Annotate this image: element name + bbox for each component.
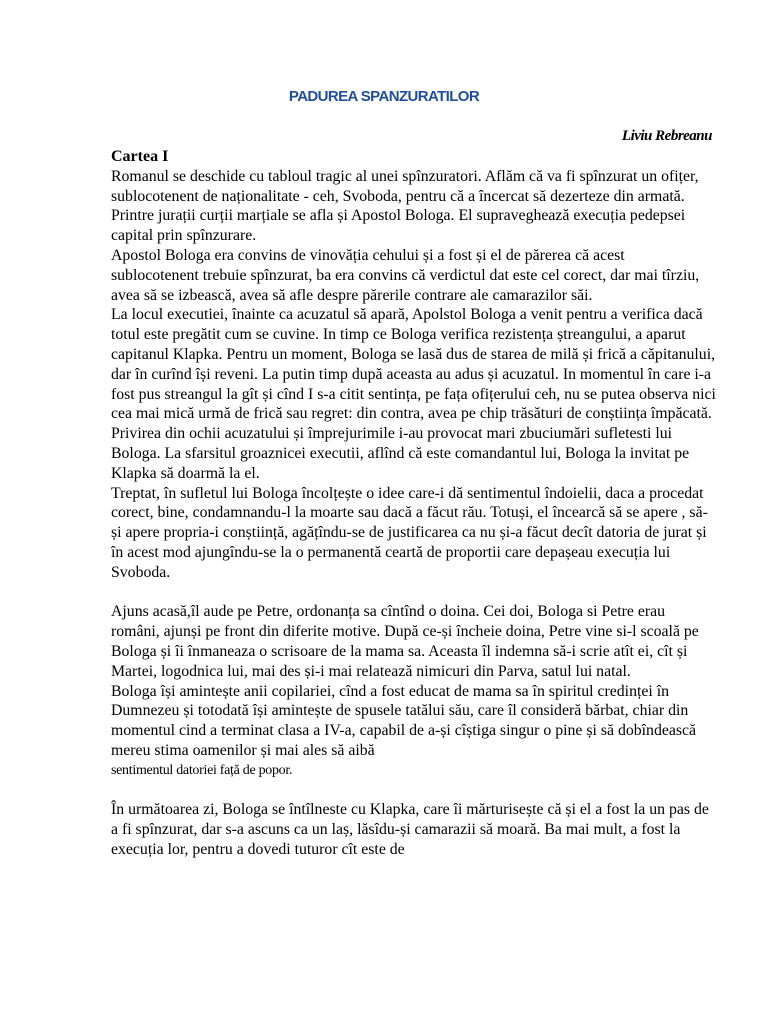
paragraph: Ajuns acasă,îl aude pe Petre, ordonanța sa cîntînd o doina. Cei doi, Bologa si Petre erau români, ajunși pe front din diferite motive. După ce-și încheie doina, Petre vine si-l scoală pe Bologa și îi înmaneaza o scrisoare de la mama sa. Aceasta îl indemna să-i scrie atît ei, cît și Martei, logodnica lui, mai des și-i mai relatează nimicuri din Parva, satul lui natal. — [111, 603, 699, 680]
paragraph: La locul executiei, înainte ca acuzatul să apară, Apolstol Bologa a venit pentru a verifica dacă totul este pregătit cum se cuvine. In timp ce Bologa verifica rezistența ștreangului, a aparut capitanul Klapka. Pentru un moment, Bologa se lasă dus de starea de milă și frică a căpitanului, dar în curînd își reveni. La putin timp după aceasta au adus și acuzatul. In momentul în care i-a fost pus streangul la gît și cînd I s-a citit sentința, pe fața ofițerului ceh, nu se putea observa nici cea mai mică urmă de frică sau regret: din contra, avea pe chip trăsături de conștiința împăcată. — [111, 306, 716, 423]
paragraph-gap — [111, 583, 716, 603]
paragraph: În următoarea zi, Bologa se întîlneste cu Klapka, care îi mărturisește că și el a fost la un pas de a fi spînzurat, dar s-a ascuns ca un laș, lăsîdu-și camarazii să moară. Ba mai mult, a fost la execuția lor, pentru a dovedi tuturor cît este de — [111, 801, 709, 858]
paragraph-tail: sentimentul datoriei față de popor. — [111, 762, 293, 778]
paragraph: Treptat, în sufletul lui Bologa încolțește o idee care-i dă sentimentul îndoielii, daca a procedat corect, bine, condamnandu-l la moarte sau dacă a făcut rău. Totuși, el încearcă să se apere , să-și apere propria-i conștiință, agățîndu-se de justificarea ca nu și-a făcut decît datoria de jurat și în acest mod ajungîndu-se la o permanentă ceartă de proportii care depașeau execuția lui Svoboda. — [111, 484, 708, 581]
paragraph: Bologa își amintește anii copilariei, cînd a fost educat de mama sa în spiritul credinței în Dumnezeu și totodată își amintește de spusele tatălui său, care îl consideră bărbat, chiar din momentul cind a terminat clasa a IV-a, capabil de a-și cîștiga singur o pine și să dobîndească mereu stima oamenilor și mai ales să aibă — [111, 682, 697, 759]
paragraph-gap — [111, 781, 716, 801]
paragraph: Romanul se deschide cu tabloul tragic al unei spînzuratori. Aflăm că va fi spînzurat un ofițer, sublocotenent de naționalitate - ceh, Svoboda, pentru că a încercat să dezerteze din armată. — [111, 167, 699, 205]
paragraph: Privirea din ochii acuzatului și împrejurimile i-au provocat mari zbuciumări sufletesti lui Bologa. La sfarsitul groaznicei executii, aflînd că este comandantul lui, Bologa la invitat pe Klapka să doarmă la el. — [111, 425, 690, 482]
paragraph: Printre jurații curții marțiale se afla și Apostol Bologa. El supraveghează execuția pedepsei capital prin spînzurare. — [111, 207, 686, 245]
chapter-heading: Cartea I — [111, 148, 169, 165]
document-body — [111, 147, 716, 860]
document-title: PADUREA SPANZURATILOR — [288, 88, 480, 105]
paragraph: Apostol Bologa era convins de vinovăția cehului și a fost și el de părerea că acest sublocotenent trebuie spînzurat, ba era convins că verdictul dat este cel corect, dar mai tîrziu, avea să se izbească, avea să afle despre părerile contrare ale camarazilor săi. — [111, 246, 700, 304]
document-author: Liviu Rebreanu — [621, 128, 712, 144]
